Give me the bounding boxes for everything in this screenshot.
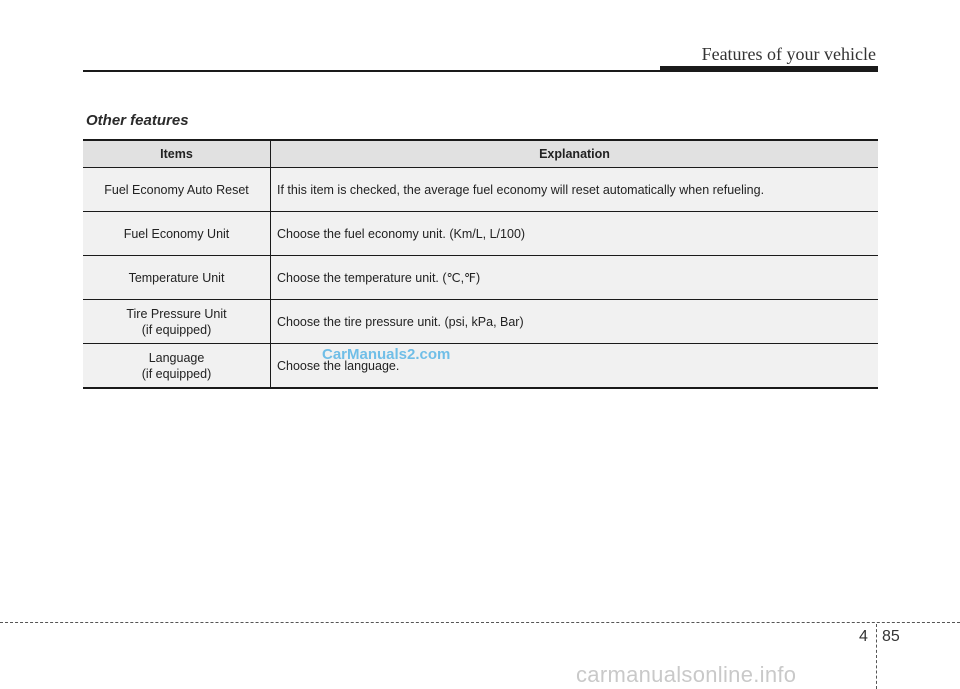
table-row bbox=[83, 168, 878, 212]
watermark-link[interactable]: CarManuals2.com bbox=[322, 346, 451, 363]
chapter-number: 4 bbox=[859, 628, 868, 645]
footer-page-separator bbox=[876, 624, 877, 689]
table-row bbox=[83, 300, 878, 344]
row-explanation: Choose the language. bbox=[271, 344, 879, 389]
table-header-row bbox=[83, 140, 878, 168]
row-explanation: If this item is checked, the average fuel economy will reset automatically when refueling. bbox=[271, 168, 879, 212]
row-item: Fuel Economy Auto Reset bbox=[83, 168, 271, 212]
section-title: Other features bbox=[86, 112, 189, 129]
features-table bbox=[83, 139, 878, 389]
column-header-explanation: Explanation bbox=[271, 140, 879, 168]
row-item: Language (if equipped) bbox=[83, 344, 271, 389]
header-title: Features of your vehicle bbox=[701, 44, 876, 64]
column-header-items: Items bbox=[83, 140, 271, 168]
page-number: 85 bbox=[882, 628, 900, 645]
row-item: Tire Pressure Unit (if equipped) bbox=[83, 300, 271, 344]
table-row bbox=[83, 344, 878, 389]
row-item: Fuel Economy Unit bbox=[83, 212, 271, 256]
footer-divider bbox=[0, 622, 960, 623]
row-item: Temperature Unit bbox=[83, 256, 271, 300]
header-rule-accent bbox=[660, 66, 878, 72]
table-row bbox=[83, 212, 878, 256]
row-explanation: Choose the fuel economy unit. (Km/L, L/100) bbox=[271, 212, 879, 256]
table-row bbox=[83, 256, 878, 300]
footer-site-watermark: carmanualsonline.info bbox=[576, 662, 797, 687]
header-rule bbox=[83, 70, 660, 72]
row-explanation: Choose the tire pressure unit. (psi, kPa, Bar) bbox=[271, 300, 879, 344]
row-explanation: Choose the temperature unit. (℃,℉) bbox=[271, 256, 879, 300]
